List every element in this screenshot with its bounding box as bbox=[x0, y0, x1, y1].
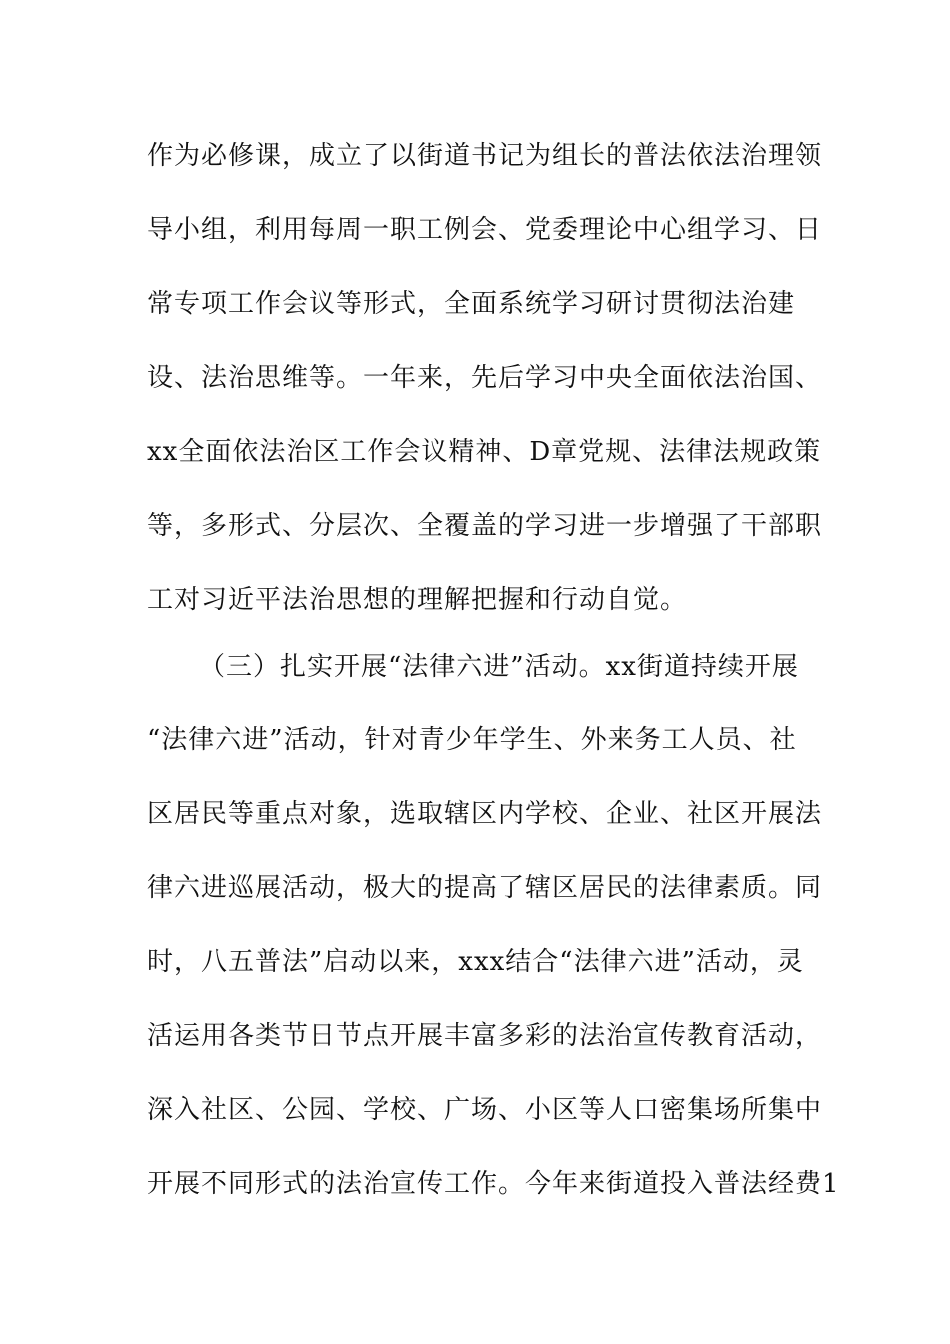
text-line: 区居民等重点对象，选取辖区内学校、企业、社区开展法 bbox=[147, 799, 823, 829]
text-line: 设、法治思维等。一年来，先后学习中央全面依法治国、 bbox=[147, 363, 823, 393]
text-line: 常专项工作会议等形式，全面系统学习研讨贯彻法治建 bbox=[147, 289, 796, 319]
text-line: 作为必修课，成立了以街道书记为组长的普法依法治理领 bbox=[147, 141, 823, 171]
text-line: 工对习近平法治思想的理解把握和行动自觉。 bbox=[147, 585, 688, 615]
text-line: 律六进巡展活动，极大的提高了辖区居民的法律素质。同 bbox=[147, 873, 823, 903]
paragraph-heading-line: （三）扎实开展“法律六进”活动。xx街道持续开展 bbox=[199, 652, 799, 682]
text-line: 时，八五普法”启动以来，xxx结合“法律六进”活动，灵 bbox=[147, 947, 804, 977]
text-line: 等，多形式、分层次、全覆盖的学习进一步增强了干部职 bbox=[147, 511, 823, 541]
text-line: “法律六进”活动，针对青少年学生、外来务工人员、社 bbox=[147, 725, 797, 755]
text-line: 导小组，利用每周一职工例会、党委理论中心组学习、日 bbox=[147, 215, 823, 245]
text-line: 活运用各类节日节点开展丰富多彩的法治宣传教育活动， bbox=[147, 1021, 823, 1051]
text-line: 开展不同形式的法治宣传工作。今年来街道投入普法经费1 bbox=[147, 1169, 840, 1199]
text-line: xx全面依法治区工作会议精神、D章党规、法律法规政策 bbox=[147, 437, 822, 467]
text-line: 深入社区、公园、学校、广场、小区等人口密集场所集中 bbox=[147, 1095, 823, 1125]
